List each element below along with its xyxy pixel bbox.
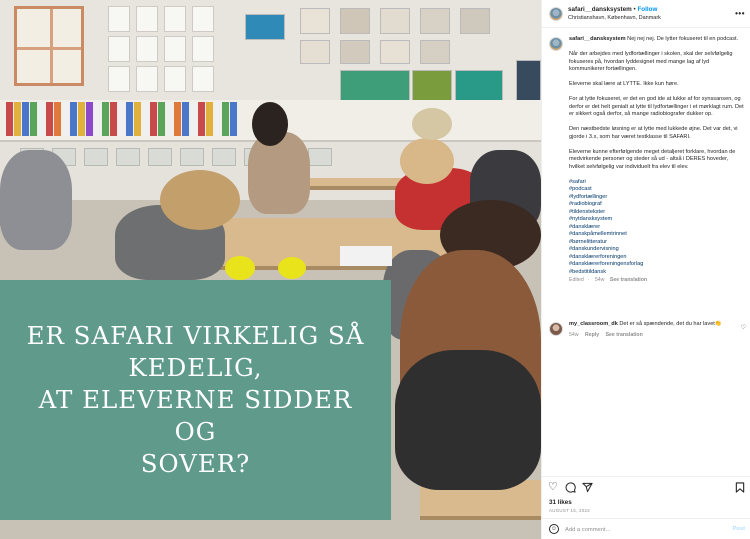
wall-poster (245, 14, 285, 40)
binder (38, 102, 45, 136)
more-horizontal-icon[interactable]: ••• (735, 9, 745, 18)
binder (214, 102, 221, 136)
hashtag-link[interactable]: #podcast (569, 186, 592, 192)
wall-poster (300, 40, 330, 64)
wall-paper (108, 6, 130, 32)
wall-poster (460, 8, 490, 34)
caption-text: Nej nej nej. De lytter fokuseret til en podcast. (627, 36, 739, 42)
binder (126, 102, 133, 136)
binder (198, 102, 205, 136)
student (0, 150, 72, 250)
post-date: AUGUST 15, 2022 (549, 508, 591, 513)
add-comment-bar (542, 518, 750, 539)
bookmark-icon[interactable] (735, 482, 745, 496)
hashtag-link[interactable]: #danskundervisning (569, 246, 619, 252)
wall-poster (340, 40, 370, 64)
binder (142, 102, 149, 136)
binder (182, 102, 189, 136)
binder (174, 102, 181, 136)
hashtag-link[interactable]: #danskpåmellemtrinnet (569, 231, 627, 237)
paper-sheet (340, 246, 392, 266)
binder (30, 102, 37, 136)
heart-outline-icon[interactable]: ♡ (740, 325, 746, 331)
wall-poster (340, 8, 370, 34)
wall-poster (420, 40, 450, 64)
wall-paper (192, 36, 214, 62)
post-button[interactable]: Post (732, 526, 745, 532)
emoji-icon[interactable]: ☺ (550, 526, 558, 532)
caption-time[interactable]: 54w (594, 277, 605, 283)
storage-bin (148, 148, 172, 166)
binder (54, 102, 61, 136)
binder (230, 102, 237, 136)
caption-avatar[interactable] (549, 37, 563, 51)
comment-time[interactable]: 54w (569, 332, 579, 338)
banner-text: ER SAFARI VIRKELIG SÅ KEDELIG, AT ELEVERNE SIDDER OG SOVER? (26, 321, 365, 478)
student-hair (160, 170, 240, 230)
wall-paper (108, 66, 130, 92)
profile-avatar[interactable] (549, 7, 563, 21)
post-caption (569, 36, 745, 285)
hashtag-link[interactable]: #børnelitteratur (569, 238, 607, 245)
caption-paragraph: Den næstbedste løsning er at lytte med lukkede øjne. Det var det, vi gjorde i 3.x, som har været testklasse til SAFARI. (569, 126, 738, 140)
binder (118, 102, 125, 136)
wall-paper (192, 6, 214, 32)
caption-paragraph: For at lytte fokuseret, er det en god ide at lukke af for synssansen, og derfor er det helt genialt at lytte til lydfortællinger i et mørklagt rum. Det er sikkert også derfor, så mange radiobiografer dukker op. (569, 96, 744, 117)
wall-poster (420, 8, 450, 34)
follow-button[interactable]: Follow (637, 6, 658, 13)
wall-paper (136, 6, 158, 32)
heart-icon[interactable]: ♡ (548, 481, 558, 493)
comment-input[interactable] (565, 524, 715, 535)
location-link[interactable]: Christianshavn, København, Danmark (568, 15, 661, 21)
binder (78, 102, 85, 136)
binder (86, 102, 93, 136)
storage-bin (212, 148, 236, 166)
edited-label: Edited (569, 277, 584, 283)
likes-count[interactable]: 31 likes (549, 499, 572, 506)
binder (150, 102, 157, 136)
comment-icon[interactable] (565, 482, 576, 496)
post-banner (0, 280, 391, 520)
binder (70, 102, 77, 136)
storage-bin (180, 148, 204, 166)
caption-paragraph: Når der arbejdes med lydfortællinger i skolen, skal der selvfølgelig fokuseres på, hvordan lyddesignet med mange lag af lyd kommunikerer fortællingen. (569, 51, 733, 72)
hashtag-link[interactable]: #tildenstekster (569, 208, 606, 215)
wall-paper (164, 66, 186, 92)
binder (46, 102, 53, 136)
wall-paper (192, 66, 214, 92)
binder (158, 102, 165, 136)
binder (134, 102, 141, 136)
header-separator: • (633, 6, 636, 13)
wall-paper (108, 36, 130, 62)
hashtag-list (569, 179, 745, 277)
share-icon[interactable] (582, 482, 593, 496)
reply-button[interactable]: Reply (584, 332, 600, 338)
wall-paper (136, 36, 158, 62)
post-header (542, 0, 750, 28)
binder (206, 102, 213, 136)
wall-poster (300, 8, 330, 34)
student-hair (412, 108, 452, 140)
comment-text: Det er så spændende, det du har lavet👏 (619, 321, 722, 327)
binder (94, 102, 101, 136)
comment-avatar[interactable] (549, 322, 563, 336)
hashtag-link[interactable]: #lydfortællinger (569, 193, 608, 200)
caption-paragraph (569, 36, 745, 44)
comment-see-translation-button[interactable]: See translation (605, 332, 643, 338)
binder (190, 102, 197, 136)
binder (6, 102, 13, 136)
post-panel (541, 0, 750, 539)
wall-poster (380, 8, 410, 34)
hashtag-link[interactable]: #nytdansksystem (569, 216, 613, 222)
hashtag-link[interactable]: #dansklærerforeningensforlag (569, 261, 644, 267)
action-bar (542, 476, 750, 496)
caption-paragraph: Eleverne kunne efterfølgende meget detaljeret forklare, hvordan de medvirkende personer og steder så ud - altså i DERES hoveder, hvilket selvfølgelig var individuelt fra elev til elev. (569, 148, 736, 170)
binder (222, 102, 229, 136)
student (248, 132, 310, 214)
comment-body (569, 321, 737, 329)
storage-bin (308, 148, 332, 166)
wall-paper (164, 6, 186, 32)
storage-bin (116, 148, 140, 166)
binder (62, 102, 69, 136)
yellow-cup (278, 257, 306, 279)
hashtag-link[interactable]: #radiobiograf (569, 201, 602, 207)
binder (22, 102, 29, 136)
separator-dot: · (587, 277, 590, 283)
binder (110, 102, 117, 136)
header-user-line (568, 6, 657, 13)
classroom-window (14, 6, 84, 86)
comment-meta (569, 332, 648, 338)
storage-bin (84, 148, 108, 166)
hashtag-link[interactable]: #safari (569, 178, 586, 185)
wall-poster (380, 40, 410, 64)
caption-paragraph: Eleverne skal lære at LYTTE. Ikke kun høre. (569, 81, 679, 87)
wall-paper (136, 66, 158, 92)
header-username[interactable]: safari__dansksystem (568, 6, 632, 13)
binder (166, 102, 173, 136)
see-translation-button[interactable]: See translation (609, 277, 648, 283)
binder (14, 102, 21, 136)
student-hair (252, 102, 288, 146)
hashtag-link[interactable]: #bedstitildansk (569, 268, 607, 275)
student-hair (400, 138, 454, 184)
hashtag-link[interactable]: #dansklærerforeningen (569, 253, 627, 260)
yellow-cup (225, 256, 255, 280)
caption-username[interactable]: safari__dansksystem (569, 36, 626, 42)
caption-meta (569, 277, 745, 285)
binder (102, 102, 109, 136)
student (395, 350, 541, 490)
hashtag-link[interactable]: #dansklærer (569, 223, 601, 230)
comment-username[interactable]: my_classroom_dk (569, 321, 618, 327)
wall-paper (164, 36, 186, 62)
